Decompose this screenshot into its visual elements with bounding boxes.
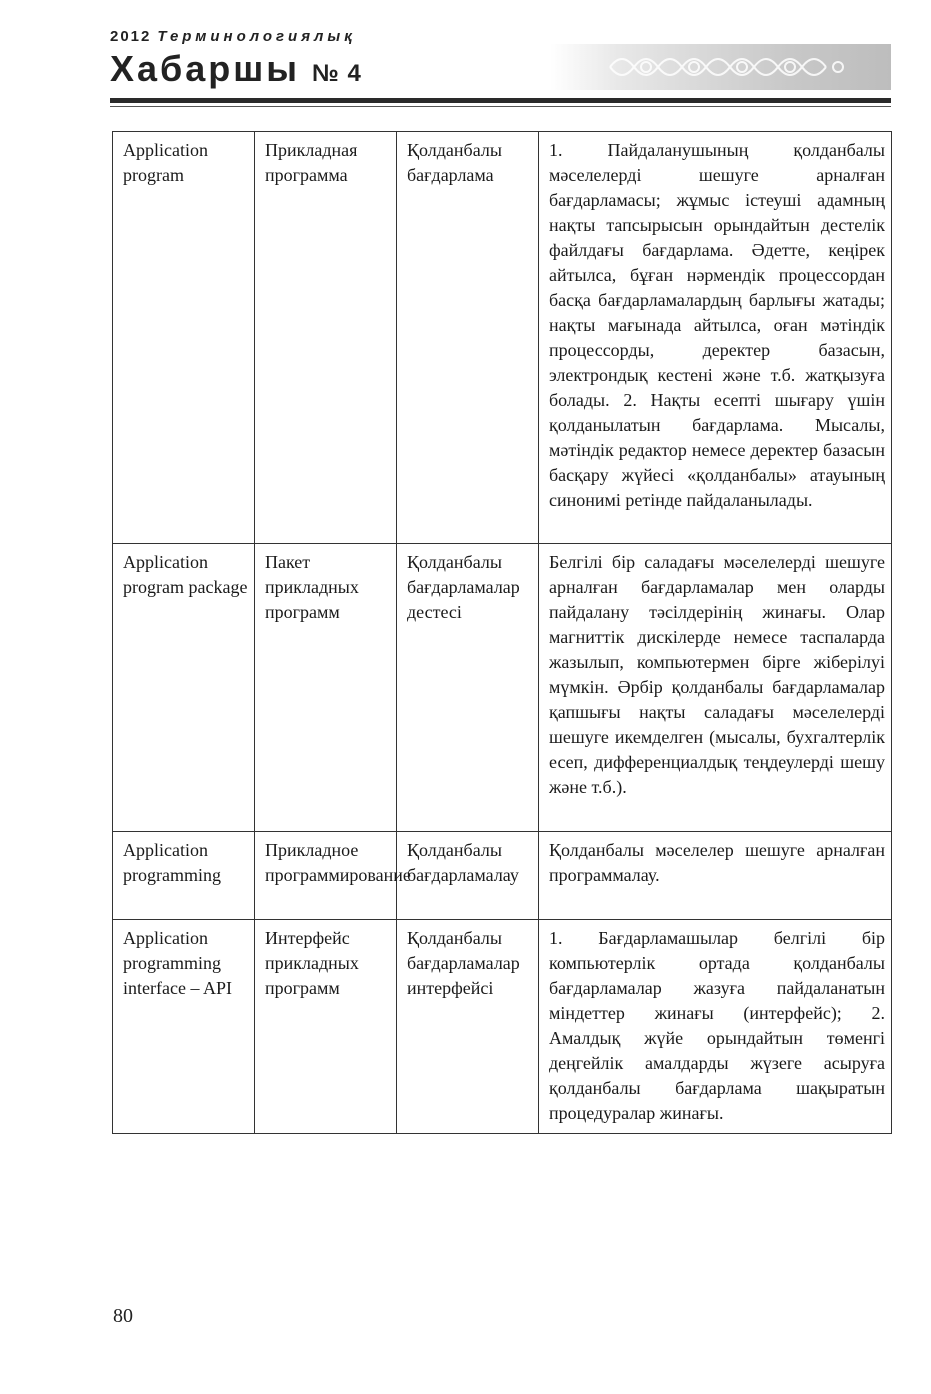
table-row (113, 544, 892, 832)
term-english: Application programming (113, 832, 255, 920)
term-kazakh: Қолданбалы бағдарлама (397, 132, 539, 544)
header-subtitle (110, 28, 356, 45)
terms-table (112, 131, 892, 1134)
term-english: Application programming interface – API (113, 920, 255, 1134)
journal-title: Хабаршы (110, 48, 301, 89)
page-number: 80 (113, 1305, 133, 1327)
term-kazakh: Қолданбалы бағдарламалау (397, 832, 539, 920)
header-rule-thin (110, 106, 891, 107)
term-definition: Қолданбалы мәселелер шешуге арналған программалау. (539, 832, 892, 920)
term-english: Application program (113, 132, 255, 544)
header-title-line (110, 48, 362, 90)
ornament-pattern-icon (550, 44, 891, 90)
term-definition: 1. Пайдаланушының қолданбалы мәселелерді шешуге арналған бағдарламасы; жұмыс істеуші адамның нақты тапсырысын орындайтын дестелік файлдағы бағдарлама. Әдетте, кеңірек айтылса, бұған нәрмендік процессордан басқа бағдарламалардың барлығы жатады; нақты мағынада айтылса, оған мәтіндік процессорды, деректер базасын, электрондық кестені және т.б. жатқызуға болады. 2. Нақты есепті шығару үшін қолданылатын бағдарлама. Мысалы, мәтіндік редактор немесе деректер базасын басқару жүйесі «қолданбалы» атауының синонимі ретінде пайдаланылады. (539, 132, 892, 544)
term-definition: 1. Бағдарламашылар белгілі бір компьютерлік ортада қолданбалы бағдарламалар жазуға пайдаланатын міндеттер жинағы (интерфейс); 2. Амалдық жүйе орындайтын төменгі деңгейлік амалдарды жүзеге асыруға қолданбалы бағдарлама шақыратын процедуралар жинағы. (539, 920, 892, 1134)
issue-number: № 4 (312, 60, 362, 87)
running-header (110, 28, 891, 108)
table-row (113, 920, 892, 1134)
term-english: Application program package (113, 544, 255, 832)
table-row (113, 832, 892, 920)
term-russian: Пакет прикладных программ (255, 544, 397, 832)
term-russian: Прикладное программирование (255, 832, 397, 920)
term-kazakh: Қолданбалы бағдарламалар дестесі (397, 544, 539, 832)
term-kazakh: Қолданбалы бағдарламалар интерфейсі (397, 920, 539, 1134)
term-russian: Интерфейс прикладных программ (255, 920, 397, 1134)
term-definition: Белгілі бір саладағы мәселелерді шешуге арналған бағдарламалар мен оларды пайдалану тәсілдерінің жинағы. Олар магниттік дискілерде немесе таспаларда жазылып, компьютермен бірге жіберілуі мүмкін. Әрбір қолданбалы бағдарламалар қапшығы нақты саладағы мәселелерді шешуге икемделген (мысалы, бухгалтерлік есеп, дифференциалдық теңдеулерді шешу және т.б.). (539, 544, 892, 832)
header-term-word: Терминологиялық (157, 28, 356, 45)
term-russian: Прикладная программа (255, 132, 397, 544)
header-year: 2012 (110, 28, 152, 45)
ornament-band (550, 44, 891, 90)
header-rule-thick (110, 98, 891, 103)
table-row (113, 132, 892, 544)
